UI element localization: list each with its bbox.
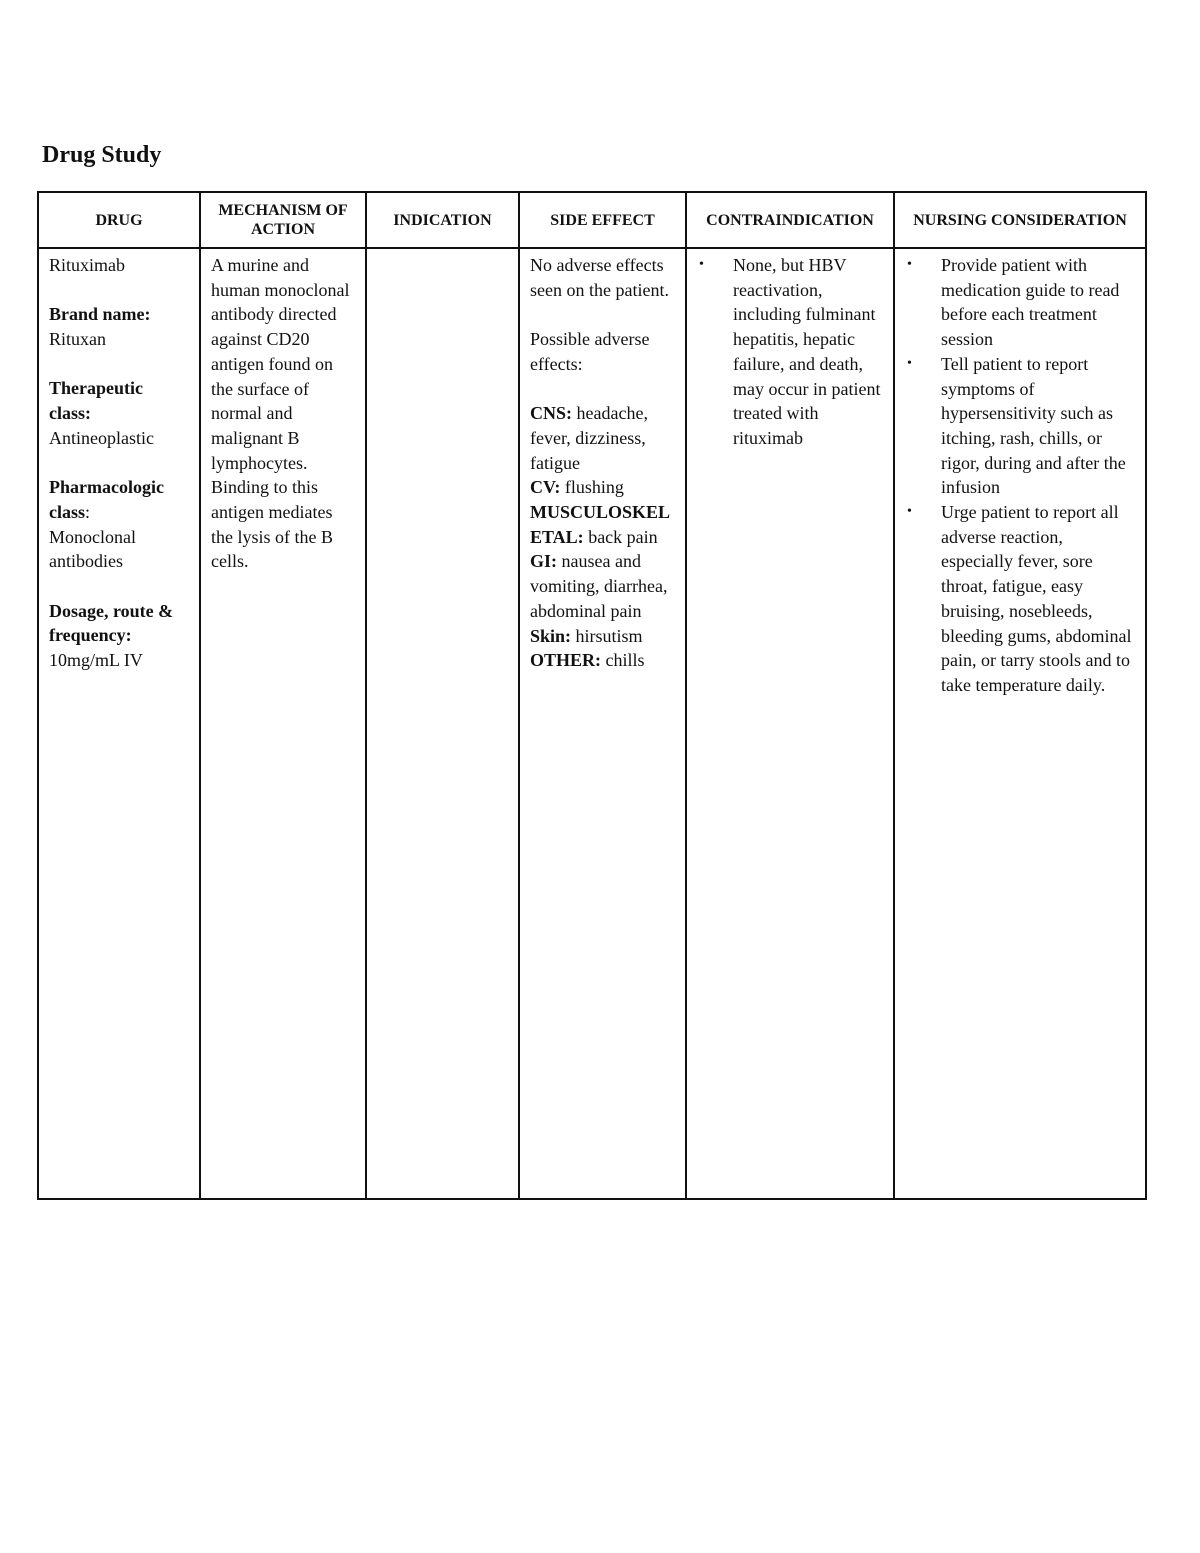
side-effect-intro: No adverse effects seen on the patient.: [530, 255, 669, 300]
header-contraindication: CONTRAINDICATION: [686, 192, 894, 248]
side-effect-item: [530, 648, 675, 673]
mechanism-text: A murine and human monoclonal antibody directed against CD20 antigen found on the surface of normal and malignant B lymphocytes. Binding to this antigen mediates the lysis of the B cells.: [211, 255, 350, 572]
side-effect-text: hirsutism: [571, 625, 643, 646]
indication-cell: [366, 248, 519, 1199]
list-item: • Provide patient with medication guide to read before each treatment session: [907, 255, 1120, 350]
side-effect-text: flushing: [560, 477, 624, 498]
side-effect-item: [530, 624, 675, 649]
side-effect-item: [530, 549, 675, 623]
table-header-row: [38, 192, 1146, 248]
therapeutic-value: Antineoplastic: [49, 427, 154, 448]
pharmacologic-label: Pharmacologic class: [49, 477, 164, 522]
side-effect-text: chills: [601, 650, 645, 671]
pharmacologic-colon: :: [85, 501, 91, 522]
side-effect-possible: Possible adverse effects:: [530, 329, 650, 374]
header-side-effect: SIDE EFFECT: [519, 192, 686, 248]
side-effect-label: CNS:: [530, 403, 573, 424]
header-mechanism: MECHANISM OF ACTION: [200, 192, 366, 248]
contraindication-cell: [686, 248, 894, 1199]
contraindication-list: [697, 253, 883, 451]
table-row: [38, 248, 1146, 1199]
header-nursing: NURSING CONSIDERATION: [894, 192, 1146, 248]
bullet-icon: •: [907, 355, 912, 371]
list-item: • Tell patient to report symptoms of hypersensitivity such as itching, rash, chills, or rigor, during and after the infusion: [907, 353, 1126, 498]
pharmacologic-value: Monoclonal antibodies: [49, 526, 136, 572]
list-item: • None, but HBV reactivation, including fulminant hepatitis, hepatic failure, and death, may occur in patient treated with rituximab: [699, 255, 881, 448]
page-title: Drug Study: [42, 142, 162, 168]
therapeutic-label: Therapeutic class:: [49, 378, 143, 424]
side-effect-label: OTHER:: [530, 650, 602, 671]
dosage-value: 10mg/mL IV: [49, 650, 143, 671]
side-effect-item: [530, 475, 675, 500]
header-drug: DRUG: [38, 192, 200, 248]
list-item: • Urge patient to report all adverse reaction, especially fever, sore throat, fatigue, easy bruising, nosebleeds, bleeding gums, abdominal pain, or tarry stools and to take temperature daily.: [907, 502, 1132, 695]
header-indication: INDICATION: [366, 192, 519, 248]
side-effect-text: headache, fever, dizziness, fatigue: [530, 403, 648, 473]
side-effect-label: MUSCULOSKELETAL:: [530, 502, 671, 547]
brand-label: Brand name:: [49, 304, 151, 325]
nursing-list: [905, 253, 1135, 698]
drug-study-table: [37, 191, 1147, 1200]
side-effect-label: CV:: [530, 477, 561, 498]
side-effect-label: GI:: [530, 551, 557, 572]
bullet-icon: •: [699, 257, 704, 272]
side-effect-text: back pain: [583, 526, 658, 547]
bullet-icon: •: [907, 504, 912, 520]
side-effect-text: nausea and vomiting, diarrhea, abdominal pain: [530, 551, 668, 621]
side-effect-item: [530, 401, 675, 475]
drug-cell: [38, 248, 200, 1199]
dosage-label: Dosage, route & frequency:: [49, 600, 174, 646]
bullet-icon: •: [907, 257, 912, 272]
side-effect-item: [530, 500, 675, 549]
drug-name: Rituximab: [49, 255, 125, 275]
brand-value: Rituxan: [49, 329, 106, 350]
side-effect-cell: [519, 248, 686, 1199]
mechanism-cell: [200, 248, 366, 1199]
side-effect-label: Skin:: [530, 625, 572, 646]
nursing-cell: [894, 248, 1146, 1199]
